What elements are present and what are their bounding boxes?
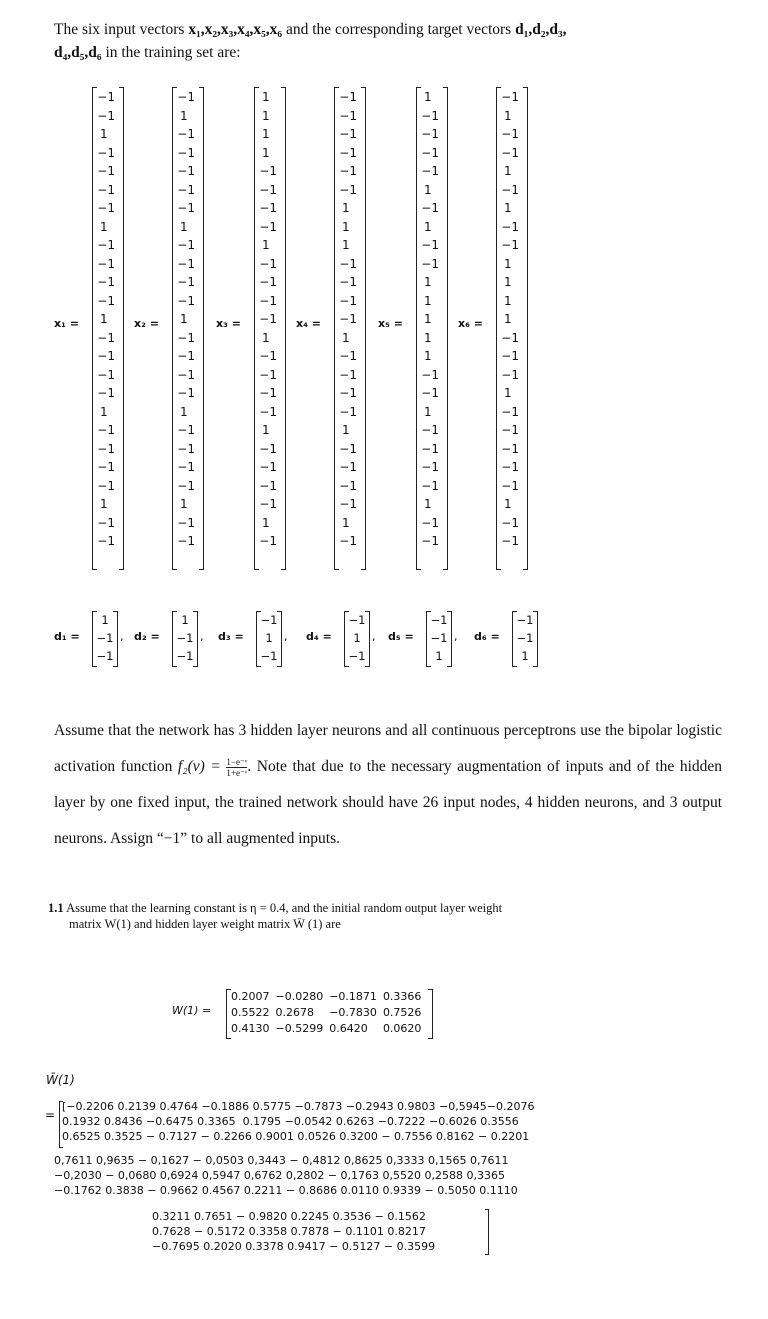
activation-function: f₂(v) = [177,758,221,775]
vector-entry: −1 [501,219,519,234]
vector-entry: −1 [339,349,357,363]
vector-entry: −1 [259,497,277,511]
vector-entry: −1 [339,386,357,400]
intro-text: in the training set are: [101,44,241,61]
matrix-entry: 0.2678 [275,1006,314,1019]
vector-entry: −1 [339,90,357,104]
vector-entry: 1 [424,90,432,104]
matrix-row: −0.1762 0.3838 − 0.9662 0.4567 0.2211 − 0.8686 0.0110 0.9339 − 0.5050 0.1110 [54,1184,518,1197]
vector-entry: −1 [421,201,439,215]
activation-fraction [226,757,247,778]
vector-label: x₁ = [54,317,79,330]
vector-entry: −1 [177,349,195,363]
vector-matrix [256,611,282,667]
matrix-row: 0.6525 0.3525 − 0.7127 − 0.2266 0.9001 0.0526 0.3200 − 0.7556 0.8162 − 0.2201 [62,1130,530,1143]
vector-entry: 1 [262,515,270,530]
matrix-entry: 0.2007 [231,990,270,1003]
vector-entry: −1 [259,312,277,326]
hidden-weights-block-2 [54,1153,518,1198]
vector-entry: −1 [176,631,194,645]
vector-entry: 1 [100,127,108,141]
matrix-label: W(1) = [172,1004,212,1017]
vector-entry: −1 [177,367,195,382]
vector-entry: −1 [177,441,195,456]
vector-entry: −1 [339,164,357,178]
vector-entry: −1 [97,515,115,530]
vector-entry: 1 [435,649,443,663]
vector-label: d₃ = [218,630,244,643]
vector-entry: −1 [501,90,519,104]
vector-matrix [512,611,538,667]
vector-entry: 1 [180,404,188,419]
question-text: Assume that the learning constant is η = 0.4, and the initial random output layer weight [66,901,503,915]
vector-entry: −1 [421,256,439,271]
vector-entry: −1 [339,478,357,493]
vector-entry: 1 [424,404,432,419]
hidden-weights-block-3 [152,1209,435,1254]
vector-entry: −1 [421,367,439,382]
vector-entry: −1 [177,386,195,400]
vector-label: x₃ = [216,317,241,330]
vector-entry: 1 [180,312,188,326]
vector-entry: −1 [501,404,519,419]
vector-entry: −1 [177,127,195,141]
matrix-entry: 0.4130 [231,1022,270,1035]
vector-entry: −1 [501,127,519,141]
vector-entry: −1 [97,534,115,548]
vector-entry: −1 [260,649,278,663]
vector-entry: −1 [97,367,115,382]
vector-entry: −1 [177,330,195,345]
matrix-entry: −0.1871 [329,990,377,1003]
question-text: matrix W(1) and hidden layer weight matrix W̄ (1) are [69,917,341,931]
vector-entry: −1 [259,404,277,419]
vector-entry: −1 [177,293,195,308]
vector-entry: −1 [421,460,439,474]
vector-entry: 1 [424,349,432,363]
vector-entry: −1 [97,349,115,363]
vector-entry: −1 [97,90,115,104]
assumption-text: . Note that due to the necessary augmentation of inputs and of the hidden layer by one fixed input, the trained network should have 26 input nodes, 4 hidden neurons, and 3 output neurons. Assign “−1” to all augmented inputs. [54,758,723,847]
vector-entry: −1 [97,275,115,289]
question-1-1 [48,900,608,932]
vector-entry: 1 [342,515,350,530]
vector-entry: −1 [501,145,519,160]
vector-entry: −1 [339,127,357,141]
intro-text: and the corresponding target vectors [282,21,516,38]
vector-entry: −1 [339,497,357,511]
vector-entry: 1 [180,219,188,234]
vector-entry: −1 [516,613,534,627]
vector-label: x₄ = [296,317,321,330]
fraction-numerator: 1−e⁻ᵛ [226,756,248,767]
hidden-weight-matrix-label: W̄(1) [46,1073,75,1087]
vector-entry: 1 [504,497,512,511]
vector-entry: −1 [97,182,115,197]
vector-entry: −1 [97,108,115,123]
vector-entry: −1 [259,164,277,178]
vector-matrix [344,611,370,667]
vector-entry: −1 [259,256,277,271]
vector-entry: −1 [348,613,366,627]
vector-entry: −1 [177,164,195,178]
vector-entry: −1 [259,182,277,197]
vector-entry: −1 [421,534,439,548]
vector-entry: −1 [97,293,115,308]
vector-entry: −1 [501,349,519,363]
vector-entry: 1 [262,108,270,123]
vector-entry: −1 [97,478,115,493]
vector-entry: −1 [421,108,439,123]
vector-label: d₅ = [388,630,414,643]
vector-matrix [254,87,286,570]
vector-entry: −1 [177,423,195,437]
vector-entry: −1 [339,182,357,197]
vector-label: d₂ = [134,630,160,643]
vector-entry: −1 [421,423,439,437]
equals-sign: = [45,1108,56,1122]
vector-matrix [426,611,452,667]
vector-entry: −1 [177,238,195,252]
vector-entry: −1 [97,201,115,215]
vector-entry: −1 [97,256,115,271]
vector-entry: −1 [421,127,439,141]
vector-matrix [92,87,124,570]
question-number: 1.1 [48,901,64,915]
vector-entry: −1 [259,478,277,493]
vector-entry: 1 [504,164,512,178]
vector-entry: −1 [177,256,195,271]
vector-entry: −1 [177,460,195,474]
vector-entry: 1 [504,201,512,215]
vector-entry: −1 [339,534,357,548]
vector-entry: 1 [180,497,188,511]
vector-entry: 1 [504,312,512,326]
vector-entry: −1 [259,386,277,400]
target-vector-names: d₁,d₂,d₃, [515,21,567,38]
matrix-row: 0.1932 0.8436 −0.6475 0.3365 0.1795 −0.0542 0.6263 −0.7222 −0.6026 0.3556 [62,1115,519,1128]
vector-entry: −1 [259,441,277,456]
vector-matrix [416,87,448,570]
separator: , [372,630,376,643]
vector-entry: −1 [501,330,519,345]
vector-entry: −1 [430,631,448,645]
vector-entry: 1 [100,219,108,234]
vector-entry: −1 [97,330,115,345]
matrix-table [231,989,427,1037]
vector-entry: 1 [100,404,108,419]
vector-entry: −1 [176,649,194,663]
vector-entry: −1 [259,460,277,474]
input-vector-names: x₁,x₂,x₃,x₄,x₅,x₆ [188,21,283,38]
vector-entry: −1 [421,386,439,400]
vector-entry: −1 [260,613,278,627]
vector-entry: 1 [504,256,512,271]
vector-entry: 1 [180,108,188,123]
vector-entry: −1 [97,386,115,400]
matrix-entry: 0.5522 [231,1006,270,1019]
vector-entry: −1 [339,441,357,456]
vector-entry: 1 [342,238,350,252]
vector-entry: −1 [97,423,115,437]
vector-entry: 1 [504,275,512,289]
vector-entry: 1 [100,497,108,511]
vector-entry: −1 [421,238,439,252]
vector-entry: −1 [177,534,195,548]
vector-entry: −1 [259,201,277,215]
target-vector-names: d₄,d₅,d₆ [54,44,102,61]
vector-entry: −1 [97,460,115,474]
vector-entry: −1 [339,145,357,160]
vector-entry: 1 [262,90,270,104]
vector-entry: 1 [424,497,432,511]
vector-entry: 1 [424,219,432,234]
matrix-row: −0,2030 − 0,0680 0,6924 0,5947 0,6762 0,2802 − 0,1763 0,5520 0,2588 0,3365 [54,1169,506,1182]
matrix-row [231,1005,427,1021]
intro-text: The six input vectors [54,21,189,38]
vector-entry: −1 [259,293,277,308]
vector-matrix [172,611,198,667]
vector-entry: −1 [339,293,357,308]
vector-label: d₁ = [54,630,80,643]
vector-entry: 1 [504,386,512,400]
vector-entry: −1 [339,404,357,419]
separator: , [120,630,124,643]
vector-entry: 1 [100,312,108,326]
vector-entry: 1 [424,182,432,197]
matrix-entry: 0.7526 [382,1006,422,1019]
vector-label: d₆ = [474,630,500,643]
separator: , [200,630,204,643]
vector-entry: 1 [342,330,350,345]
vector-entry: 1 [342,219,350,234]
vector-label: x₂ = [134,317,159,330]
vector-entry: 1 [353,631,361,645]
vector-entry: −1 [177,145,195,160]
vector-entry: −1 [501,238,519,252]
matrix-entry: 0.0620 [382,1022,422,1035]
vector-entry: −1 [97,164,115,178]
vector-entry: −1 [177,182,195,197]
vector-entry: 1 [504,293,512,308]
matrix-row: −0.7695 0.2020 0.3378 0.9417 − 0.5127 − 0.3599 [152,1240,436,1253]
vector-entry: 1 [342,201,350,215]
vector-entry: 1 [424,293,432,308]
vector-label: d₄ = [306,630,332,643]
matrix-row [231,989,427,1005]
vector-entry: 1 [342,423,350,437]
hidden-weights-block-1 [62,1099,534,1144]
matrix-row [231,1021,427,1037]
vector-entry: −1 [96,631,114,645]
vector-entry: −1 [501,460,519,474]
intro-paragraph [54,18,724,64]
vector-entry: −1 [501,441,519,456]
vector-entry: −1 [339,312,357,326]
vector-entry: −1 [501,423,519,437]
vector-entry: −1 [421,478,439,493]
vector-entry: −1 [177,478,195,493]
matrix-entry: 0.6420 [329,1022,368,1035]
vector-matrix [92,611,118,667]
vector-entry: −1 [177,90,195,104]
vector-entry: 1 [262,238,270,252]
vector-entry: −1 [501,515,519,530]
assumption-text: Assume that the network has 3 hidden layer neurons and all continuous perceptrons use the bipolar logistic activation function [54,722,722,775]
vector-entry: −1 [501,367,519,382]
matrix-bracket [485,1209,489,1255]
vector-matrix [172,87,204,570]
vector-label: x₅ = [378,317,403,330]
vector-entry: 1 [262,423,270,437]
vector-entry: −1 [516,631,534,645]
matrix-entry: 0.3366 [382,990,422,1003]
matrix-entry: −0.5299 [275,1022,324,1035]
vector-entry: −1 [501,182,519,197]
vector-entry: −1 [177,201,195,215]
vector-entry: −1 [259,534,277,548]
vector-entry: −1 [339,460,357,474]
vector-entry: −1 [348,649,366,663]
matrix-row: [−0.2206 0.2139 0.4764 −0.1886 0.5775 −0.7873 −0.2943 0.9803 −0,5945−0.2076 [62,1100,535,1113]
vector-entry: −1 [97,145,115,160]
vector-matrix [334,87,366,570]
vector-entry: −1 [501,534,519,548]
vector-entry: −1 [430,613,448,627]
fraction-denominator: 1+e⁻ᵛ [226,767,248,778]
vector-entry: 1 [521,649,529,663]
separator: , [284,630,288,643]
matrix-row: 0.3211 0.7651 − 0.9820 0.2245 0.3536 − 0.1562 [152,1210,426,1223]
vector-entry: −1 [339,256,357,271]
vector-entry: −1 [339,275,357,289]
vector-matrix [496,87,528,570]
vector-entry: 1 [262,145,270,160]
vector-entry: −1 [421,441,439,456]
matrix-row: 0,7611 0,9635 − 0,1627 − 0,0503 0,3443 − 0,4812 0,8625 0,3333 0,1565 0,7611 [54,1154,509,1167]
matrix-row: 0.7628 − 0.5172 0.3358 0.7878 − 0.1101 0.8217 [152,1225,426,1238]
vector-entry: −1 [421,515,439,530]
vector-entry: −1 [259,275,277,289]
vector-entry: −1 [339,108,357,123]
separator: , [454,630,458,643]
vector-entry: −1 [501,478,519,493]
vector-entry: −1 [96,649,114,663]
vector-entry: −1 [177,275,195,289]
vector-entry: 1 [424,275,432,289]
vector-entry: −1 [259,219,277,234]
vector-entry: −1 [259,349,277,363]
vector-entry: 1 [424,312,432,326]
assumption-paragraph [54,713,722,857]
matrix-entry: −0.7830 [329,1006,377,1019]
vector-entry: −1 [339,367,357,382]
vector-entry: 1 [181,613,189,627]
vector-label: x₆ = [458,317,483,330]
vector-entry: 1 [424,330,432,345]
vector-entry: 1 [101,613,109,627]
vector-entry: 1 [262,330,270,345]
vector-entry: −1 [259,367,277,382]
vector-entry: −1 [421,164,439,178]
vector-entry: 1 [504,108,512,123]
vector-entry: 1 [265,631,273,645]
matrix-body [226,989,433,1039]
vector-entry: −1 [177,515,195,530]
vector-entry: −1 [97,441,115,456]
vector-entry: −1 [97,238,115,252]
vector-entry: −1 [421,145,439,160]
vector-entry: 1 [262,127,270,141]
matrix-entry: −0.0280 [275,990,324,1003]
